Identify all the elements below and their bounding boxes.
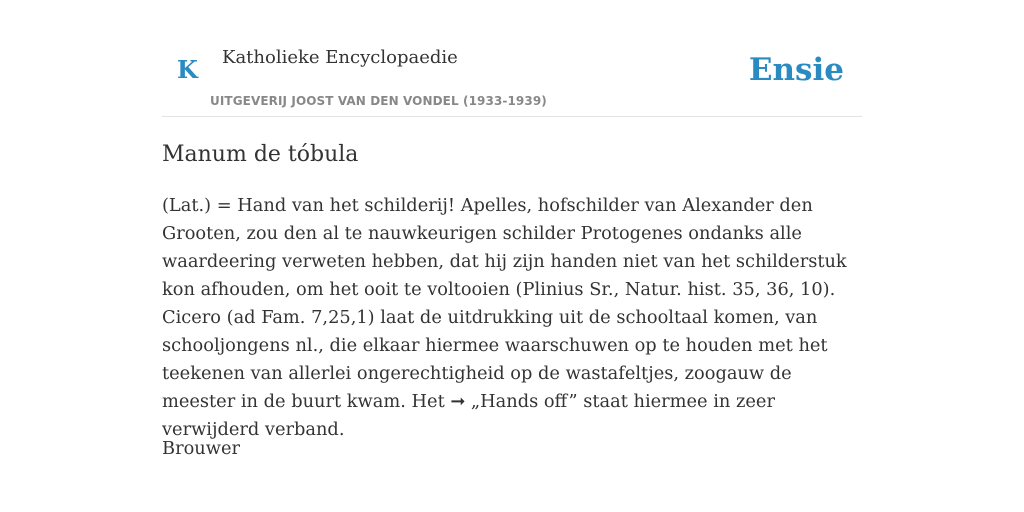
ensie-logo[interactable]: Ensie <box>748 52 844 88</box>
encyclopedia-logo[interactable]: K <box>177 55 198 84</box>
entry-author: Brouwer <box>162 438 240 459</box>
entry-body: (Lat.) = Hand van het schilderij! Apelles, hofschilder van Alexander den Grooten, zou den al te nauwkeurigen schilder Protogenes ondanks alle waardeering verweten hebben, dat hij zijn handen niet van het schilderstuk kon afhouden, om het ooit te voltooien (Plinius Sr., Natur. hist. 35, 36, 10). Cicero (ad Fam. 7,25,1) laat de uitdrukking uit de schooltaal komen, van schooljongens nl., die elkaar hiermee waarschuwen op te houden met het teekenen van allerlei ongerechtigheid op de wastafeltjes, zoogauw de meester in de buurt kwam. Het ➞ „Hands off” staat hiermee in zeer verwijderd verband. <box>162 195 847 440</box>
encyclopedia-title[interactable]: Katholieke Encyclopaedie <box>222 47 458 68</box>
publisher-subtitle: UITGEVERIJ JOOST VAN DEN VONDEL (1933-1939) <box>210 94 547 108</box>
entry-title: Manum de tóbula <box>162 142 359 167</box>
site-header <box>162 0 862 117</box>
